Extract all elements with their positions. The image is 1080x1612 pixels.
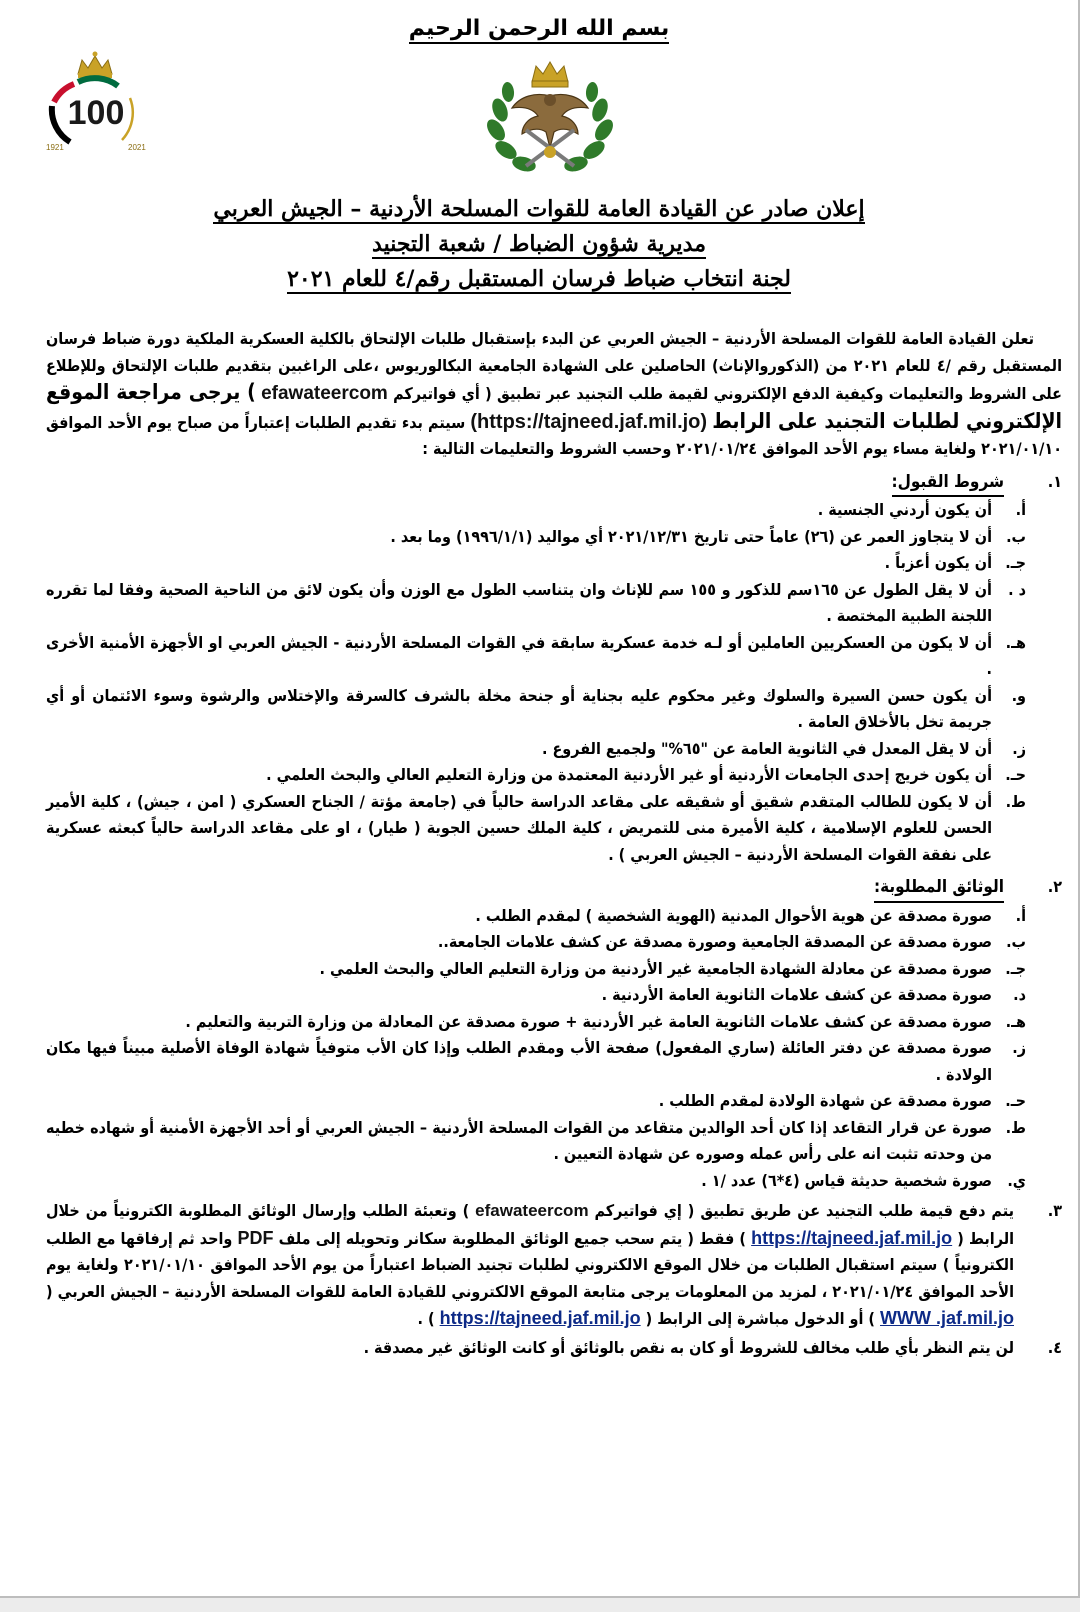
item-text: صورة مصدقة عن دفتر العائلة (ساري المفعول) صفحة الأب ومقدم الطلب وإذا كان الأب متوفياً شهادة الوفاة الأصلية مبيناً فيها مكان الولادة . xyxy=(46,1038,992,1084)
condition-item xyxy=(46,550,1062,577)
registration-link[interactable]: (https://tajneed.jaf.mil.jo) xyxy=(470,410,708,433)
item-label: ي. xyxy=(1007,1170,1026,1190)
item-text: صورة مصدقة عن هوية الأحوال المدنية (الهوية الشخصية ) لمقدم الطلب . xyxy=(475,905,992,925)
item-label: جـ. xyxy=(1005,958,1026,978)
document-item xyxy=(46,956,1062,983)
armed-forces-emblem xyxy=(476,56,624,174)
section-acceptance-conditions: ١. شروط القبول: xyxy=(46,469,1062,498)
item-text: صورة مصدقة عن المصدقة الجامعية وصورة مصدقة عن كشف علامات الجامعة.. xyxy=(437,932,992,951)
document-item xyxy=(46,982,1062,1009)
item-text: أن لا يتجاوز العمر عن (٢٦) عاماً حتى تاريخ ٢٠٢١/١٢/٣١ أي مواليد (١٩٩٦/١/١) وما بعد . xyxy=(390,526,992,546)
item-label: ط. xyxy=(1005,1117,1026,1137)
document-item xyxy=(46,1168,1062,1195)
condition-item xyxy=(46,789,1062,869)
app-name: efawateercom xyxy=(475,1201,589,1220)
heading-committee: لجنة انتخاب ضباط فرسان المستقبل رقم/٤ للعام ٢٠٢١ xyxy=(287,266,791,292)
item-label: جـ. xyxy=(1005,553,1026,572)
document-item xyxy=(46,1115,1062,1168)
item-text: أن يكون حسن السيرة والسلوك وغير محكوم عليه بجناية أو جنحة مخلة بالشرف كالسرقة والإختلاس والرشوة وسوء الائتمان أو أي جريمة تخل بالأخلاق العامة . xyxy=(46,685,992,731)
jaf-website-link[interactable]: WWW .jaf.mil.jo xyxy=(880,1308,1014,1328)
item-label: ط. xyxy=(1005,791,1026,811)
item-label: هـ. xyxy=(1005,1011,1026,1031)
condition-item xyxy=(46,497,1062,524)
item-text: أن يكون أعزباً . xyxy=(884,553,992,572)
item-text: أن لا يكون من العسكريين العاملين أو لـه خدمة عسكرية سابقة في القوات المسلحة الأردنية - الجيش العربي او الأجهزة الأمنية الأخرى . xyxy=(46,632,992,678)
item-text: صورة شخصية حديثة قياس (٤*٦) عدد /١ . xyxy=(701,1170,992,1190)
item-label: حـ. xyxy=(1005,1091,1026,1110)
item-label: حـ. xyxy=(1005,765,1026,784)
item-text: أن لا يقل المعدل في الثانوية العامة عن "٦٥%" ولجميع الفروع . xyxy=(541,738,992,758)
item-text: صورة مصدقة عن شهادة الولادة لمقدم الطلب . xyxy=(658,1091,992,1110)
item-label: أ. xyxy=(1015,905,1026,925)
item-label: ب. xyxy=(1006,526,1026,546)
item-text: صورة مصدقة عن كشف علامات الثانوية العامة الأردنية . xyxy=(601,985,992,1004)
document-item xyxy=(46,903,1062,930)
app-name: efawateercom xyxy=(261,383,388,404)
item-text: أن يكون خريج إحدى الجامعات الأردنية أو غير الأردنية المعتمدة من وزارة التعليم العالي والبحث العلمي . xyxy=(266,765,992,784)
item-label: د. xyxy=(1013,985,1026,1004)
condition-item xyxy=(46,524,1062,551)
svg-text:2021: 2021 xyxy=(128,143,146,152)
crown-icon xyxy=(532,62,568,87)
document-item xyxy=(46,929,1062,956)
tajneed-link[interactable]: https://tajneed.jaf.mil.jo xyxy=(751,1227,953,1248)
pdf-label: PDF xyxy=(237,1227,274,1248)
item-text: صورة مصدقة عن معادلة الشهادة الجامعية غير الأردنية من وزارة التعليم العالي والبحث العلمي . xyxy=(319,958,992,978)
item-label: أ. xyxy=(1015,500,1026,519)
item-text: أن لا يكون للطالب المتقدم شقيق أو شقيقه على مقاعد الدراسة حالياً في (جامعة مؤتة / الجناح العسكري ( امن ، جيش) ، كلية الأمير الحسن للعلوم الإسلامية ، كلية الأميرة منى للتمريض ، كلية الملك حسين الجوية ( طيار) ، او على مقاعد الدراسة حالياً كبعثه عسكرية على نفقة القوات المسلحة الأردنية – الجيش العربي ) . xyxy=(46,791,992,864)
condition-item xyxy=(46,762,1062,789)
announcement-headings xyxy=(0,192,1078,297)
item-text: أن يكون أردني الجنسية . xyxy=(817,500,992,519)
intro-paragraph: تعلن القيادة العامة للقوات المسلحة الأردنية – الجيش العربي عن البدء بإستقبال طلبات الإلتحاق بالكلية العسكرية الملكية دورة ضباط فرسان المستقبل رقم /٤ للعام ٢٠٢١ من (الذكوروالإناث) الحاصلين على الشهادة الجامعية البكالوريوس ،على الراغبين بتقديم طلبات الإلتحاق وللإطلاع على الشروط والتعليمات وكيفية الدفع الإلكتروني لقيمة طلب التجنيد عبر تطبيق ( أي فواتيركم efawateercom ) يرجى مراجعة الموقع الإلكتروني لطلبات التجنيد على الرابط (https://tajneed.jaf.mil.jo) سيتم بدء تقديم الطلبات إعتباراً من صباح يوم الأحد الموافق ٢٠٢١/٠١/١٠ ولغاية مساء يوم الأحد الموافق ٢٠٢١/٠١/٢٤ وحسب الشروط والتعليمات التالية : xyxy=(46,329,1063,458)
item-text: صورة عن قرار التقاعد إذا كان أحد الوالدين متقاعد من القوات المسلحة الأردنية – الجيش العربي أو أحد الأجهزة الأمنية أو شهاده خطيه من وحدته تثبت انه على رأس عمله وصوره عن شهادة التعيين . xyxy=(46,1117,992,1163)
document-item xyxy=(46,1035,1062,1088)
svg-text:1921: 1921 xyxy=(46,143,64,152)
item-label: د . xyxy=(1008,579,1026,599)
section-rejection-note: ٤. لن يتم النظر بأي طلب مخالف للشروط أو كان به نقص بالوثائق أو كانت الوثائق غير مصدقة . xyxy=(363,1337,1062,1357)
section-title: شروط القبول: xyxy=(892,469,1004,498)
item-label: ز. xyxy=(1012,1038,1026,1057)
item-label: ز. xyxy=(1012,738,1026,758)
item-label: ب. xyxy=(1006,932,1026,951)
heading-directorate: مديرية شؤون الضباط / شعبة التجنيد xyxy=(372,231,706,257)
document-item xyxy=(46,1009,1062,1036)
crown-icon xyxy=(78,52,112,79)
heading-command: إعلان صادر عن القيادة العامة للقوات المسلحة الأردنية – الجيش العربي xyxy=(213,196,865,222)
section-title: الوثائق المطلوبة: xyxy=(874,874,1004,903)
document-item xyxy=(46,1088,1062,1115)
item-label: و. xyxy=(1011,685,1026,705)
condition-item xyxy=(46,736,1062,763)
section-required-documents: ٢. الوثائق المطلوبة: xyxy=(46,874,1062,903)
condition-item xyxy=(46,630,1062,683)
announcement-body xyxy=(46,326,1062,1361)
item-label: هـ. xyxy=(1005,632,1026,652)
item-text: صورة مصدقة عن كشف علامات الثانوية العامة غير الأردنية + صورة مصدقة عن المعادلة من وزارة التربية والتعليم . xyxy=(185,1011,992,1031)
tajneed-link[interactable]: https://tajneed.jaf.mil.jo xyxy=(439,1308,641,1328)
item-text: أن لا يقل الطول عن ١٦٥سم للذكور و ١٥٥ سم للإناث وان يتناسب الطول مع الوزن وأن يكون لائق من الناحية الصحية وفقا لما تقرره اللجنة الطبية المختصة . xyxy=(46,579,992,625)
section-payment-instructions: ٣. يتم دفع قيمة طلب التجنيد عن طريق تطبيق ( إي فواتيركم efawateercom ) وتعبئة الطلب وإرسال الوثائق المطلوبة الكترونياً من خلال الرابط ( https://tajneed.jaf.mil.jo ) فقط ( يتم سحب جميع الوثائق المطلوبة سكانر وتحويله إلى ملف PDF واحد ثم إرفاقها مع الطلب الكترونياً ) سيتم استقبال الطلبات من خلال الموقع الالكتروني لطلبات تجنيد الضباط اعتباراً من يوم الأحد الموافق ٢٠٢١/٠١/١٠ ولغاية يوم الأحد الموافق ٢٠٢١/٠١/٢٤ ، لمزيد من المعلومات يرجى متابعة الموقع الالكتروني للقيادة العامة للقوات المسلحة الأردنية – الجيش العربي ( WWW .jaf.mil.jo ) أو الدخول مباشرة إلى الرابط ( https://tajneed.jaf.mil.jo ) . xyxy=(46,1201,1062,1328)
eagle-icon xyxy=(512,94,588,148)
centennial-number: 100 xyxy=(67,94,125,132)
condition-item xyxy=(46,577,1062,630)
condition-item xyxy=(46,683,1062,736)
centennial-logo xyxy=(30,46,160,158)
basmala: بسم الله الرحمن الرحيم xyxy=(0,16,1078,41)
